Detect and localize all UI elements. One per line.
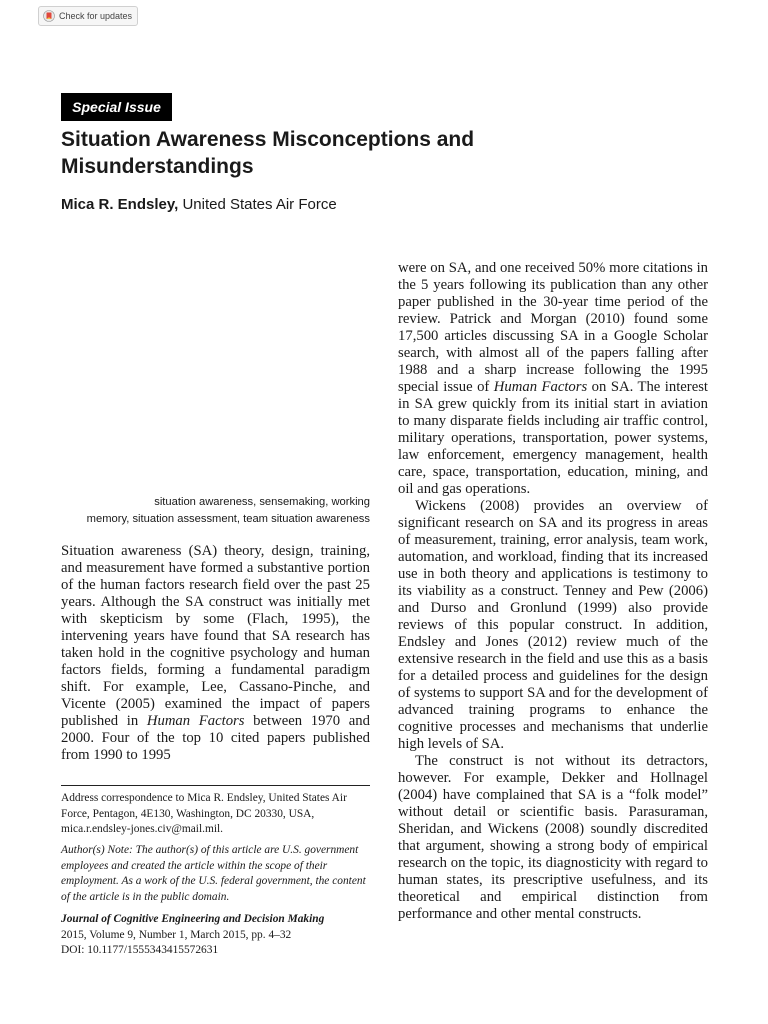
author-line xyxy=(61,195,337,215)
check-for-updates-label: Check for updates xyxy=(59,11,133,21)
intro-paragraph: Situation awareness (SA) theory, design, training, and measurement have formed a substantive portion of the human factors research field over the past 25 years. Although the SA construct was initially met with skepticism by some (Flach, 1995), the intervening years have found that SA research has taken hold in the cognitive psychology and human factors fields, forming a fundamental paradigm shift. For example, Lee, Cassano-Pinche, and Vicente (2005) examined the impact of papers published in Human Factors between 1970 and 2000. Four of the top 10 cited papers published from 1990 to 1995 xyxy=(61,543,370,763)
author-name: Mica R. Endsley, xyxy=(61,196,179,213)
journal-issue: 2015, Volume 9, Number 1, March 2015, pp. 4–32 xyxy=(61,928,292,941)
paragraph-continued: were on SA, and one received 50% more citations in the 5 years following its publication than any other paper published in the 30-year time period of the review. Patrick and Morgan (2010) found some 17,500 articles discussing SA in a Google Scholar search, with almost all of the papers falling after 1988 and a sharp increase following the 1995 special issue of Human Factors on SA. The interest in SA grew quickly from its initial start in aviation to many disparate fields including air traffic control, military operations, transportation, power systems, law enforcement, emergency management, health care, space, transportation, education, mining, and oil and gas operations. xyxy=(398,260,709,497)
keywords-line-1: situation awareness, sensemaking, working xyxy=(154,496,370,508)
doi: DOI: 10.1177/1555343415572631 xyxy=(61,944,219,956)
footnote-divider xyxy=(61,785,370,786)
check-for-updates-button[interactable] xyxy=(38,6,138,26)
keywords xyxy=(61,494,370,528)
article-title: Situation Awareness Misconceptions and Misunderstandings xyxy=(61,128,475,178)
journal-info xyxy=(61,912,370,959)
correspondence-address: Address correspondence to Mica R. Endsley, United States Air Force, Pentagon, 4E130, Washington, DC 20330, USA, mica.r.endsley-jones.civ@mail.mil. xyxy=(61,792,347,835)
journal-name: Journal of Cognitive Engineering and Decision Making xyxy=(61,913,325,925)
left-column xyxy=(61,543,370,764)
special-issue-label: Special Issue xyxy=(61,93,172,121)
author-note: Author(s) Note: The author(s) of this article are U.S. government employees and created the article within the scope of their employment. As a work of the U.S. federal government, the content of the article is in the public domain. xyxy=(61,844,366,903)
keywords-line-2: memory, situation assessment, team situation awareness xyxy=(86,513,370,525)
right-column xyxy=(398,260,708,923)
author-affiliation: United States Air Force xyxy=(182,196,337,213)
paragraph-wickens: Wickens (2008) provides an overview of significant research on SA and its progress in areas of measurement, training, error analysis, team work, automation, and workload, finding that its increased use in both theory and applications is testimony to its viability as a construct. Tenney and Pew (2006) and Durso and Gronlund (1999) also provide reviews of this popular construct. In addition, Endsley and Jones (2012) review much of the extensive research in the field and use this as a basis for a detailed process and guidelines for the design of systems to support SA and for the development of advanced training programs to enhance the cognitive processes and mechanisms that underlie high levels of SA. xyxy=(398,498,708,752)
check-updates-icon xyxy=(43,10,55,22)
paragraph-detractors: The construct is not without its detractors, however. For example, Dekker and Hollnagel (2004) have complained that SA is a “folk model” without detail or scientific basis. Parasuraman, Sheridan, and Wickens (2008) soundly discredited that argument, showing a strong body of empirical research on the topic, its diagnosticity with regard to human states, its prescriptive usefulness, and its theoretical and empirical distinction from performance and other mental constructs. xyxy=(398,753,708,922)
